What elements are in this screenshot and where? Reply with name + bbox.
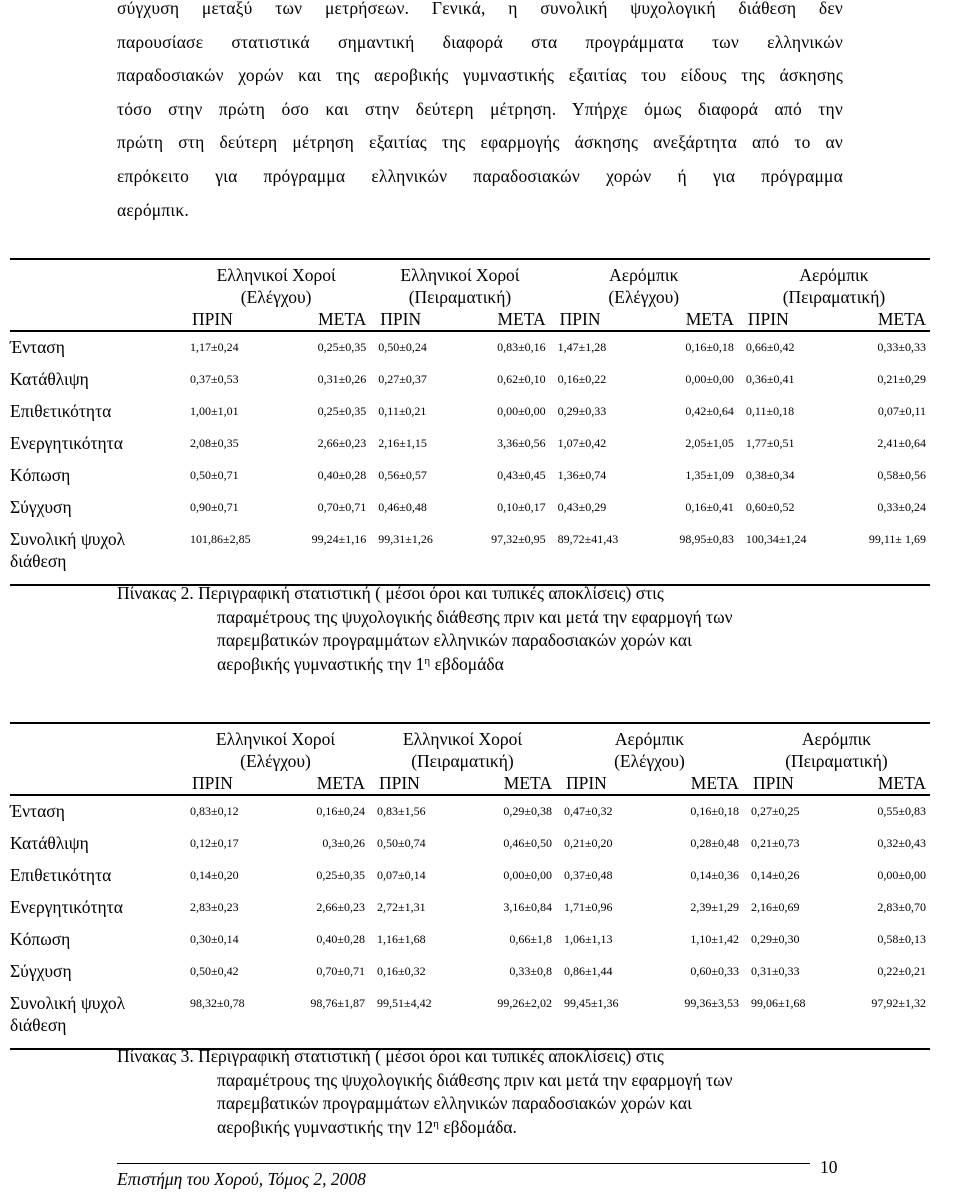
table-cell: 0,43±0,29	[557, 500, 607, 514]
row-label-line: Κατάθλιψη	[10, 833, 89, 853]
table-cell: 98,32±0,78	[190, 996, 245, 1010]
table-cell: 0,33±0,33	[877, 340, 926, 354]
column-header-post: ΜΕΤΑ	[318, 309, 367, 329]
header-spacer	[10, 772, 182, 795]
table-cell: 99,24±1,16	[311, 532, 367, 546]
row-label-line: Σύγχυση	[10, 961, 72, 981]
table-cell: 0,40±0,28	[316, 932, 365, 946]
row-label	[10, 368, 182, 400]
caption-line: Πίνακας 2. Περιγραφική στατιστική ( μέσοι όροι και τυπικές αποκλίσεις) στις	[117, 583, 664, 603]
table-cell: 1,06±1,13	[563, 932, 613, 946]
row-label-line: Συνολική ψυχολ	[10, 993, 126, 1013]
column-header-pre: ΠΡΙΝ	[378, 773, 420, 793]
table-cell: 0,21±0,20	[563, 836, 613, 850]
table-cell: 0,29±0,33	[557, 404, 607, 418]
header-spacer	[10, 723, 182, 750]
group-header-title: Ελληνικοί Χοροί	[216, 265, 336, 285]
row-label	[10, 896, 182, 928]
table-cell: 0,16±0,41	[685, 500, 734, 514]
row-label-line: Ένταση	[10, 337, 65, 357]
paragraph-line: πρώτη στη δεύτερη μέτρηση εξαιτίας της εφαρμογής άσκησης ανεξάρτητα από το αν	[117, 132, 843, 153]
row-label-line: Κατάθλιψη	[10, 369, 89, 389]
table-cell: 0,14±0,26	[750, 868, 800, 882]
table-cell: 101,86±2,85	[190, 532, 251, 546]
table-cell: 1,47±1,28	[557, 340, 607, 354]
table-cell: 0,33±0,24	[877, 500, 926, 514]
table-2-descriptive-stats-week-1	[10, 258, 930, 586]
table-cell: 0,14±0,36	[690, 868, 739, 882]
caption-line: παρεμβατικών προγραμμάτων ελληνικών παραδοσιακών χορών και	[217, 1093, 692, 1113]
table-cell: 99,51±4,42	[376, 996, 432, 1010]
table-cell: 97,92±1,32	[871, 996, 926, 1010]
column-header-pre: ΠΡΙΝ	[747, 309, 789, 329]
table-cell: 0,33±0,8	[509, 964, 552, 978]
table-cell: 0,14±0,20	[190, 868, 239, 882]
group-header-title: Αερόμπικ	[614, 729, 685, 749]
table-cell: 0,37±0,48	[563, 868, 613, 882]
table-3-caption	[117, 1045, 733, 1139]
table-cell: 1,36±0,74	[557, 468, 607, 482]
table-cell: 0,50±0,42	[190, 964, 239, 978]
table-cell: 3,36±0,56	[497, 436, 546, 450]
column-header-post: ΜΕΤΑ	[503, 773, 552, 793]
row-label	[10, 864, 182, 896]
table-cell: 2,16±1,15	[378, 436, 427, 450]
group-header-subtitle: (Ελέγχου)	[614, 751, 685, 771]
table-row	[10, 928, 930, 960]
table-cell: 99,06±1,68	[750, 996, 806, 1010]
paragraph-line: σύγχυση μεταξύ των μετρήσεων. Γενικά, η συνολική ψυχολογική διάθεση δεν	[117, 0, 843, 18]
paragraph-line: τόσο στην πρώτη όσο και στην δεύτερη μέτρηση. Υπήρχε όμως διαφορά από την	[117, 98, 843, 119]
table-cell: 0,31±0,26	[317, 372, 367, 386]
row-label-line: Ένταση	[10, 801, 65, 821]
group-header-title: Ελληνικοί Χοροί	[400, 265, 520, 285]
table-cell: 0,16±0,18	[685, 340, 734, 354]
table-row	[10, 496, 930, 528]
table-cell: 2,72±1,31	[376, 900, 426, 914]
paragraph-line: αερόμπικ.	[117, 199, 189, 220]
table-cell: 1,17±0,24	[190, 340, 239, 354]
table-cell: 1,07±0,42	[557, 436, 607, 450]
table-cell: 0,30±0,14	[190, 932, 239, 946]
table-cell: 0,83±0,12	[190, 804, 239, 818]
group-header-subtitle: (Ελέγχου)	[240, 751, 311, 771]
group-header-title: Αερόμπικ	[609, 265, 679, 285]
table-cell: 0,12±0,17	[190, 836, 239, 850]
paragraph-line: παραδοσιακών χορών και της αεροβικής γυμναστικής εξαιτίας του είδους της άσκησης	[117, 65, 843, 86]
footer-journal-citation: Επιστήμη του Χορού, Τόμος 2, 2008	[117, 1169, 366, 1189]
group-header-title: Αερόμπικ	[801, 729, 872, 749]
group-header-subtitle: (Πειραματική)	[411, 751, 514, 771]
row-label	[10, 331, 182, 368]
table-cell: 0,21±0,73	[750, 836, 800, 850]
table-cell: 0,27±0,25	[750, 804, 800, 818]
row-label-line: Επιθετικότητα	[10, 401, 112, 421]
table-cell: 97,32±0,95	[491, 532, 546, 546]
table-cell: 0,86±1,44	[563, 964, 613, 978]
table-cell: 0,60±0,52	[745, 500, 795, 514]
table-cell: 1,77±0,51	[745, 436, 795, 450]
table-cell: 0,00±0,00	[877, 868, 926, 882]
table-cell: 1,71±0,96	[563, 900, 613, 914]
table-cell: 0,56±0,57	[378, 468, 427, 482]
table-cell: 0,11±0,21	[378, 404, 427, 418]
table-row	[10, 832, 930, 864]
table-cell: 0,00±0,00	[497, 404, 546, 418]
table-cell: 0,83±1,56	[376, 804, 426, 818]
footer-rule	[117, 1163, 810, 1164]
table-cell: 0,29±0,30	[750, 932, 800, 946]
column-header-pre: ΠΡΙΝ	[559, 309, 601, 329]
table-cell: 0,66±0,42	[745, 340, 795, 354]
table-cell: 2,66±0,23	[316, 900, 365, 914]
column-header-post: ΜΕΤΑ	[497, 309, 546, 329]
table-cell: 0,46±0,48	[378, 500, 427, 514]
caption-line: παραμέτρους της ψυχολογικής διάθεσης πριν και μετά την εφαρμογή των	[217, 606, 733, 627]
table-cell: 0,66±1,8	[509, 932, 552, 946]
row-label	[10, 960, 182, 992]
column-header-post: ΜΕΤΑ	[690, 773, 739, 793]
row-label-line: Κόπωση	[10, 465, 71, 485]
table-cell: 0,25±0,35	[316, 868, 365, 882]
table-cell: 0,00±0,00	[503, 868, 552, 882]
group-header-subtitle: (Ελέγχου)	[608, 287, 680, 307]
table-cell: 0,55±0,83	[877, 804, 926, 818]
table-cell: 0,16±0,18	[690, 804, 739, 818]
row-label-line: Κόπωση	[10, 929, 71, 949]
table-row	[10, 896, 930, 928]
table-cell: 0,27±0,37	[378, 372, 427, 386]
table-row	[10, 960, 930, 992]
table-cell: 0,58±0,56	[877, 468, 926, 482]
row-label	[10, 992, 182, 1049]
table-cell: 1,35±1,09	[685, 468, 734, 482]
table-cell: 0,70±0,71	[316, 964, 365, 978]
table-cell: 0,60±0,33	[690, 964, 739, 978]
table-cell: 0,29±0,38	[503, 804, 552, 818]
table-cell: 1,16±1,68	[376, 932, 426, 946]
table-row	[10, 400, 930, 432]
table-cell: 0,47±0,32	[563, 804, 613, 818]
column-header-post: ΜΕΤΑ	[877, 309, 926, 329]
table-cell: 0,00±0,00	[685, 372, 734, 386]
table-row	[10, 795, 930, 832]
group-header-title: Αερόμπικ	[799, 265, 869, 285]
table-cell: 0,07±0,14	[376, 868, 426, 882]
table-cell: 0,22±0,21	[877, 964, 926, 978]
table-3-descriptive-stats-week-12	[10, 722, 930, 1050]
table-cell: 89,72±41,43	[557, 532, 619, 546]
table-cell: 100,34±1,24	[745, 532, 807, 546]
table-cell: 99,45±1,36	[563, 996, 619, 1010]
table-cell: 0,3±0,26	[322, 836, 365, 850]
table-cell: 0,36±0,41	[745, 372, 795, 386]
page-number: 10	[820, 1157, 838, 1177]
table-cell: 2,39±1,29	[690, 900, 739, 914]
row-label-line: Επιθετικότητα	[10, 865, 112, 885]
column-header-pre: ΠΡΙΝ	[380, 309, 422, 329]
group-header-subtitle: (Ελέγχου)	[240, 287, 312, 307]
table-row	[10, 464, 930, 496]
table-cell: 0,16±0,22	[557, 372, 607, 386]
table-row	[10, 432, 930, 464]
group-header-title: Ελληνικοί Χοροί	[215, 729, 336, 749]
table-row	[10, 368, 930, 400]
caption-line: αεροβικής γυμναστικής την $1^\eta$ εβδομάδα	[217, 653, 504, 674]
table-cell: 0,28±0,48	[690, 836, 739, 850]
row-label	[10, 928, 182, 960]
row-label-line: Σύγχυση	[10, 497, 72, 517]
table-cell: 0,70±0,71	[317, 500, 367, 514]
table-cell: 99,31±1,26	[378, 532, 433, 546]
table-cell: 1,00±1,01	[190, 404, 239, 418]
row-label	[10, 528, 182, 585]
table-cell: 0,83±0,16	[497, 340, 546, 354]
table-cell: 0,42±0,64	[685, 404, 734, 418]
table-cell: 0,40±0,28	[317, 468, 367, 482]
row-label	[10, 496, 182, 528]
table-cell: 0,62±0,10	[497, 372, 546, 386]
table-cell: 99,26±2,02	[497, 996, 552, 1010]
row-label	[10, 400, 182, 432]
row-label-line: διάθεση	[10, 1015, 67, 1035]
row-label-line: διάθεση	[10, 551, 67, 571]
table-cell: 0,32±0,43	[877, 836, 926, 850]
column-header-pre: ΠΡΙΝ	[192, 773, 233, 793]
table-cell: 0,37±0,53	[190, 372, 239, 386]
row-label	[10, 464, 182, 496]
paragraph-line: παρουσίασε στατιστικά σημαντική διαφορά στα προγράμματα των ελληνικών	[117, 31, 843, 52]
caption-line: παραμέτρους της ψυχολογικής διάθεσης πριν και μετά την εφαρμογή των	[217, 1069, 733, 1090]
table-cell: 0,16±0,32	[376, 964, 426, 978]
body-paragraph	[117, 0, 843, 227]
row-label-line: Συνολική ψυχολ	[10, 529, 126, 549]
table-row	[10, 864, 930, 896]
row-label	[10, 832, 182, 864]
table-cell: 0,11±0,18	[745, 404, 795, 418]
table-cell: 99,11± 1,69	[868, 532, 926, 546]
table-cell: 1,10±1,42	[690, 932, 739, 946]
header-spacer	[10, 259, 182, 286]
header-spacer	[10, 308, 182, 331]
table-cell: 0,38±0,34	[745, 468, 795, 482]
column-header-pre: ΠΡΙΝ	[752, 773, 794, 793]
table-cell: 0,16±0,24	[316, 804, 365, 818]
table-row	[10, 331, 930, 368]
table-cell: 2,05±1,05	[685, 436, 734, 450]
column-header-post: ΜΕΤΑ	[877, 773, 926, 793]
column-header-post: ΜΕΤΑ	[685, 309, 734, 329]
table-row	[10, 992, 930, 1049]
table-cell: 0,46±0,50	[503, 836, 552, 850]
table-cell: 0,90±0,71	[190, 500, 239, 514]
table-cell: 99,36±3,53	[684, 996, 739, 1010]
table-cell: 0,25±0,35	[317, 404, 367, 418]
table-cell: 0,10±0,17	[497, 500, 546, 514]
table-cell: 0,31±0,33	[750, 964, 800, 978]
group-header-subtitle: (Πειραματική)	[408, 287, 512, 307]
table-cell: 2,66±0,23	[317, 436, 367, 450]
table-cell: 2,08±0,35	[190, 436, 239, 450]
paragraph-line: επρόκειτο για πρόγραμμα ελληνικών παραδοσιακών χορών ή για πρόγραμμα	[117, 165, 843, 186]
table-cell: 2,83±0,23	[190, 900, 239, 914]
table-cell: 0,50±0,24	[378, 340, 427, 354]
table-cell: 98,95±0,83	[679, 532, 734, 546]
row-label	[10, 795, 182, 832]
row-label-line: Ενεργητικότητα	[10, 433, 123, 453]
table-cell: 0,50±0,71	[190, 468, 239, 482]
table-2-caption	[117, 582, 733, 676]
column-header-post: ΜΕΤΑ	[316, 773, 365, 793]
caption-line: αεροβικής γυμναστικής την $12^\eta$ εβδομάδα.	[217, 1116, 517, 1137]
table-row	[10, 528, 930, 585]
caption-line: παρεμβατικών προγραμμάτων ελληνικών παραδοσιακών χορών και	[217, 630, 692, 650]
table-cell: 2,83±0,70	[877, 900, 926, 914]
column-header-pre: ΠΡΙΝ	[565, 773, 607, 793]
table-cell: 2,16±0,69	[750, 900, 800, 914]
group-header-title: Ελληνικοί Χοροί	[402, 729, 523, 749]
table-cell: 0,25±0,35	[317, 340, 367, 354]
caption-line: Πίνακας 3. Περιγραφική στατιστική ( μέσοι όροι και τυπικές αποκλίσεις) στις	[117, 1046, 664, 1066]
header-spacer	[10, 750, 182, 772]
table-cell: 3,16±0,84	[503, 900, 552, 914]
group-header-subtitle: (Πειραματική)	[782, 287, 886, 307]
table-cell: 2,41±0,64	[877, 436, 926, 450]
header-spacer	[10, 286, 182, 308]
table-cell: 98,76±1,87	[310, 996, 365, 1010]
table-cell: 0,43±0,45	[497, 468, 546, 482]
row-label-line: Ενεργητικότητα	[10, 897, 123, 917]
table-cell: 0,21±0,29	[877, 372, 926, 386]
column-header-pre: ΠΡΙΝ	[192, 309, 233, 329]
table-cell: 0,58±0,13	[877, 932, 926, 946]
group-header-subtitle: (Πειραματική)	[785, 751, 888, 771]
table-cell: 0,50±0,74	[376, 836, 426, 850]
table-cell: 0,07±0,11	[877, 404, 926, 418]
row-label	[10, 432, 182, 464]
